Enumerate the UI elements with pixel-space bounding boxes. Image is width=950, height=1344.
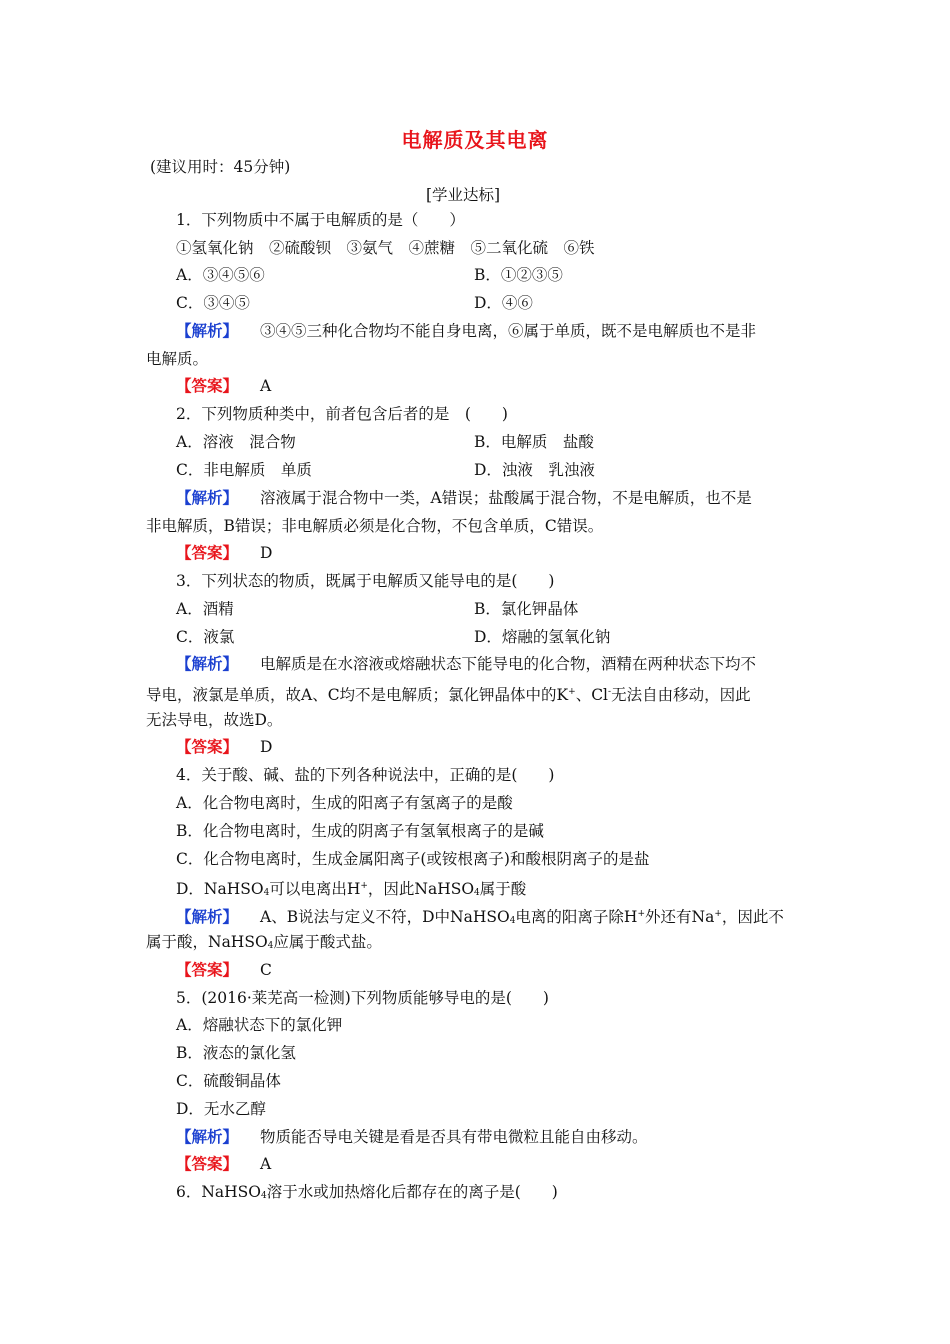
q3-analysis-part: 导电，液氯是单质，故A、C均不是电解质；氯化钾晶体中的K xyxy=(146,686,569,704)
q3-analysis-cont xyxy=(146,682,751,705)
q1-items: ①氢氧化钠 ②硫酸钡 ③氨气 ④蔗糖 ⑤二氧化硫 ⑥铁 xyxy=(176,239,595,257)
q1-answer-value: A xyxy=(260,377,272,395)
analysis-tag: 【解析】 xyxy=(176,1127,239,1146)
q2-option-b: B．电解质 盐酸 xyxy=(474,433,594,451)
q4-analysis-part: A、B说法与定义不符，D中NaHSO xyxy=(260,908,510,926)
q1-option-b: B．①②③⑤ xyxy=(474,266,563,284)
answer-tag: 【答案】 xyxy=(176,1154,239,1173)
q4-analysis xyxy=(176,904,784,931)
q2-option-c: C．非电解质 单质 xyxy=(176,461,312,479)
q4-option-d-part: 属于酸 xyxy=(479,880,527,898)
q5-stem: 5．(2016·莱芜高一检测)下列物质能够导电的是( ) xyxy=(176,989,549,1007)
q1-option-c: C．③④⑤ xyxy=(176,294,250,312)
q4-analysis-part: 电离的阳离子除H xyxy=(515,908,638,926)
superscript: + xyxy=(568,687,576,697)
q4-option-b: B．化合物电离时，生成的阴离子有氢氧根离子的是碱 xyxy=(176,822,544,840)
q6-stem xyxy=(176,1182,558,1206)
superscript: + xyxy=(360,881,368,891)
q1-option-a: A．③④⑤⑥ xyxy=(176,266,265,284)
time-note: (建议用时：45分钟) xyxy=(150,158,291,176)
q1-stem: 1．下列物质中不属于电解质的是（ ） xyxy=(176,211,465,229)
q3-analysis-part: 、Cl xyxy=(575,686,609,704)
superscript: - xyxy=(608,687,612,697)
superscript: + xyxy=(637,909,645,919)
analysis-tag: 【解析】 xyxy=(176,907,239,926)
q4-analysis-part: 属于酸，NaHSO xyxy=(146,933,268,951)
q3-option-a: A．酒精 xyxy=(176,600,234,618)
q2-analysis-cont: 非电解质，B错误；非电解质必须是化合物，不包含单质，C错误。 xyxy=(146,517,604,535)
q2-answer xyxy=(176,543,272,563)
q4-answer xyxy=(176,960,272,980)
q5-analysis-text: 物质能否导电关键是看是否具有带电微粒且能自由移动。 xyxy=(260,1128,648,1146)
q4-option-d-part: D．NaHSO xyxy=(176,880,264,898)
subscript: 4 xyxy=(474,888,480,898)
q3-option-b: B．氯化钾晶体 xyxy=(474,600,579,618)
q4-analysis-cont xyxy=(146,932,382,956)
q1-analysis-cont: 电解质。 xyxy=(146,350,209,368)
q3-analysis-cont2: 无法导电，故选D。 xyxy=(146,711,283,729)
q5-answer xyxy=(176,1154,271,1174)
answer-tag: 【答案】 xyxy=(176,543,239,562)
answer-tag: 【答案】 xyxy=(176,737,239,756)
q6-stem-part: 6．NaHSO xyxy=(176,1183,262,1201)
subscript: 4 xyxy=(261,1191,267,1201)
q3-analysis-part: 无法自由移动，因此 xyxy=(611,686,751,704)
q4-option-d-part: ，因此NaHSO xyxy=(367,880,475,898)
q4-answer-value: C xyxy=(260,961,272,979)
q2-option-a: A．溶液 混合物 xyxy=(176,433,296,451)
q1-option-d: D．④⑥ xyxy=(474,294,533,312)
q3-analysis-text: 电解质是在水溶液或熔融状态下能导电的化合物，酒精在两种状态下均不 xyxy=(260,655,757,673)
q5-option-a: A．熔融状态下的氯化钾 xyxy=(176,1016,343,1034)
q5-answer-value: A xyxy=(260,1155,272,1173)
q5-option-c: C．硫酸铜晶体 xyxy=(176,1072,281,1090)
analysis-tag: 【解析】 xyxy=(176,654,239,673)
subscript: 4 xyxy=(509,916,516,926)
q2-option-d: D．浊液 乳浊液 xyxy=(474,461,595,479)
q1-analysis-text: ③④⑤三种化合物均不能自身电离，⑥属于单质，既不是电解质也不是非 xyxy=(260,322,757,340)
q4-stem: 4．关于酸、碱、盐的下列各种说法中，正确的是( ) xyxy=(176,766,555,784)
q3-stem: 3．下列状态的物质，既属于电解质又能导电的是( ) xyxy=(176,572,555,590)
q3-option-d: D．熔融的氢氧化钠 xyxy=(474,628,611,646)
q2-analysis-text: 溶液属于混合物中一类，A错误；盐酸属于混合物，不是电解质，也不是 xyxy=(260,489,752,507)
q1-analysis xyxy=(176,321,756,341)
answer-tag: 【答案】 xyxy=(176,960,239,979)
q4-option-d-part: 可以电离出H xyxy=(269,880,361,898)
q3-answer xyxy=(176,737,272,757)
q2-stem: 2．下列物质种类中，前者包含后者的是 ( ) xyxy=(176,405,508,423)
q5-option-b: B．液态的氯化氢 xyxy=(176,1044,296,1062)
q6-stem-part: 溶于水或加热熔化后都存在的离子是( ) xyxy=(266,1183,558,1201)
q4-option-d xyxy=(176,876,526,903)
q4-analysis-part: 应属于酸式盐。 xyxy=(273,933,382,951)
q2-analysis xyxy=(176,488,752,508)
answer-tag: 【答案】 xyxy=(176,376,239,395)
q3-analysis xyxy=(176,654,756,674)
q5-option-d: D．无水乙醇 xyxy=(176,1100,266,1118)
section-heading: [学业达标] xyxy=(426,186,501,204)
q3-option-c: C．液氯 xyxy=(176,628,235,646)
q2-answer-value: D xyxy=(260,544,273,562)
superscript: + xyxy=(714,909,722,919)
subscript: 4 xyxy=(267,941,274,951)
analysis-tag: 【解析】 xyxy=(176,321,239,340)
q1-answer xyxy=(176,376,271,396)
q4-analysis-part: ，因此不 xyxy=(721,908,784,926)
subscript: 4 xyxy=(263,888,270,898)
analysis-tag: 【解析】 xyxy=(176,488,239,507)
q5-analysis xyxy=(176,1127,648,1147)
page-title: 电解质及其电离 xyxy=(401,128,549,152)
q4-option-a: A．化合物电离时，生成的阳离子有氢离子的是酸 xyxy=(176,794,513,812)
q3-answer-value: D xyxy=(260,738,273,756)
q4-option-c: C．化合物电离时，生成金属阳离子(或铵根离子)和酸根阴离子的是盐 xyxy=(176,850,650,868)
q4-analysis-part: 外还有Na xyxy=(645,908,715,926)
